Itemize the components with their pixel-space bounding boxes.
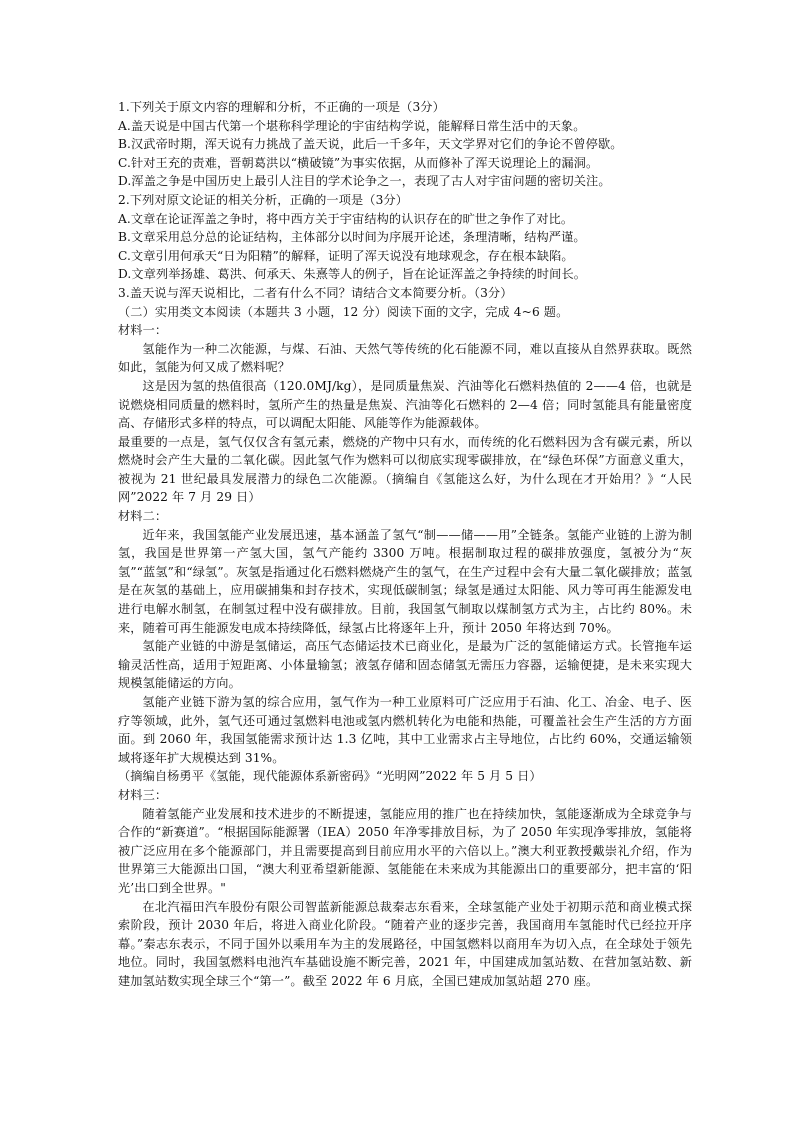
q1-stem: 1.下列关于原文内容的理解和分析，不正确的一项是（3分） xyxy=(118,100,445,114)
q3-stem: 3.盖天说与浑天说相比，二者有什么不同？请结合文本简要分析。（3分） xyxy=(118,285,513,300)
q1-option-a: A.盖天说是中国古代第一个堪称科学理论的宇宙结构学说，能解释日常生活中的天象。 xyxy=(118,118,586,133)
material2-label: 材料二： xyxy=(118,509,168,524)
material1-paragraph-3: 最重要的一点是，氢气仅仅含有氢元素，燃烧的产物中只有水，而传统的化石燃料因为含有碳元素，所以燃烧时会产生大量的二氧化碳。因此氢气作为燃料可以彻底实现零碳排放，在“绿色环保”方面意义重大，被视为 21 世纪最具发展潜力的绿色二次能源。（摘编自《氢能这么好，为什么现在才开始用？》“人民网”2022 年 7 月 29 日） xyxy=(118,434,692,505)
material2-source: （摘编自杨勇平《氢能，现代能源体系新密码》“光明网”2022 年 5 月 5 日） xyxy=(118,769,542,784)
q2-option-d: D.文章列举扬雄、葛洪、何承天、朱熹等人的例子，旨在论证浑盖之争持续的时间长。 xyxy=(118,267,587,282)
q1-option-b: B.汉武帝时期，浑天说有力挑战了盖天说，此后一千多年，天文学界对它们的争论不曾停歇。 xyxy=(118,137,623,152)
q1-option-d: D.浑盖之争是中国历史上最引人注目的学术论争之一，表现了古人对宇宙问题的密切关注。 xyxy=(118,174,611,189)
material1-label: 材料一： xyxy=(118,323,168,338)
material3-label: 材料三： xyxy=(118,787,168,802)
q2-option-a: A.文章在论证浑盖之争时，将中西方关于宇宙结构的认识存在的旷世之争作了对比。 xyxy=(118,211,574,226)
exam-page xyxy=(118,98,692,991)
material1-paragraph-2: 这是因为氢的热值很高（120.0MJ/kg），是同质量焦炭、汽油等化石燃料热值的 2——4 倍，也就是说燃烧相同质量的燃料时，氢所产生的热量是焦炭、汽油等化石燃料的 2—4 倍；同时氢能具有能量密度高、存储形式多样的特点，可以调配太阳能、风能等作为能源载体。 xyxy=(118,378,692,431)
q2-option-b: B.文章采用总分总的论证结构，主体部分以时间为序展开论述，条理清晰，结构严谨。 xyxy=(118,230,586,245)
q2-option-c: C.文章引用何承天“日为阳精”的解释，证明了浑天说没有地球观念，存在根本缺陷。 xyxy=(118,248,574,263)
material2-paragraph-2: 氢能产业链的中游是氢储运，高压气态储运技术已商业化，是最为广泛的氢能储运方式。长管拖车运输灵活性高，适用于短距离、小体量输氢；液氢存储和固态储氢无需压力容器，运输便捷，是未来实现大规模氢能储运的方向。 xyxy=(118,639,692,691)
material2-paragraph-3: 氢能产业链下游为氢的综合应用，氢气作为一种工业原料可广泛应用于石油、化工、冶金、电子、医疗等领域，此外，氢气还可通过氢燃料电池或氢内燃机转化为电能和热能，可覆盖社会生产生活的方方面面。到 2060 年，我国氢能需求预计达 1.3 亿吨，其中工业需求占主导地位，占比约 60%，交通运输领域将逐年扩大规模达到 31%。 xyxy=(118,695,692,765)
q1-option-c: C.针对王充的责难，晋朝葛洪以“横破镜”为事实依据，从而修补了浑天说理论上的漏洞。 xyxy=(118,155,599,170)
section2-heading: （二）实用类文本阅读（本题共 3 小题，12 分）阅读下面的文字，完成 4~6 题。 xyxy=(118,304,569,319)
q2-stem: 2.下列对原文论证的相关分析，正确的一项是（3分） xyxy=(118,192,409,207)
material3-paragraph-2: 在北汽福田汽车股份有限公司智蓝新能源总裁秦志东看来，全球氢能产业处于初期示范和商业模式探索阶段，预计 2030 年后，将进入商业化阶段。“随着产业的逐步完善，我国商用车氢能时代已经拉开序幕。”秦志东表示，不同于国外以乘用车为主的发展路径，中国氢燃料以商用车为切入点，在全球处于领先地位。同时，我国氢燃料电池汽车基础设施不断完善，2021 年，中国建成加氢站数、在营加氢站数、新建加氢站数实现全球三个“第一”。截至 2022 年 6 月底，全国已建成加氢站超 270 座。 xyxy=(118,899,692,988)
material3-paragraph-1: 随着氢能产业发展和技术进步的不断提速，氢能应用的推广也在持续加快，氢能逐渐成为全球竞争与合作的“新赛道”。“根据国际能源署（IEA）2050 年净零排放目标，为了 2050 年实现净零排放，氢能将被广泛应用在多个能源部门，并且需要提高到目前应用水平的六倍以上。”澳大利亚教授戴崇礼介绍，作为世界第三大能源出口国，“澳大利亚希望新能源、氢能能在未来成为其能源出口的重要部分，把丰富的‘阳光’出口到全世界。" xyxy=(118,806,692,895)
material2-paragraph-1: 近年来，我国氢能产业发展迅速，基本涵盖了氢气“制——储——用”全链条。氢能产业链的上游为制氢，我国是世界第一产氢大国，氢气产能约 3300 万吨。根据制取过程的碳排放强度，氢被分为“灰氢”“蓝氢”和“绿氢”。灰氢是指通过化石燃料燃烧产生的氢气，在生产过程中会有大量二氧化碳排放；蓝氢是在灰氢的基础上，应用碳捕集和封存技术，实现低碳制氢；绿氢是通过太阳能、风力等可再生能源发电进行电解水制氢，在制氢过程中没有碳排放。目前，我国氢气制取以煤制氢方式为主，占比约 80%。未来，随着可再生能源发电成本持续降低，绿氢占比将逐年上升，预计 2050 年将达到 70%。 xyxy=(118,527,692,635)
material1-paragraph-1: 氢能作为一种二次能源，与煤、石油、天然气等传统的化石能源不同，难以直接从自然界获取。既然如此，氢能为何又成了燃料呢？ xyxy=(118,341,692,375)
